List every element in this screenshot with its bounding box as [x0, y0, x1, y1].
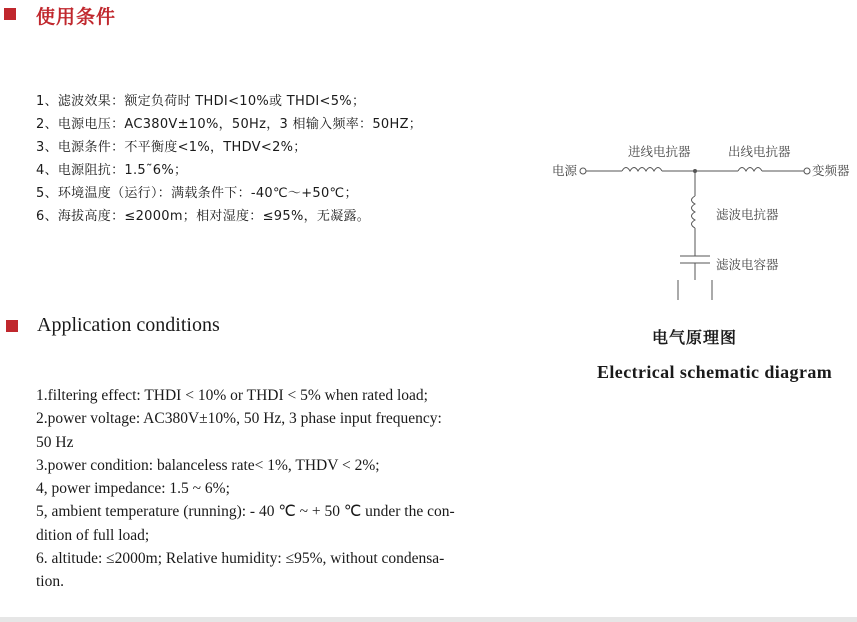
label-filter-capacitor: 滤波电容器 — [716, 257, 779, 272]
electrical-schematic — [550, 130, 855, 310]
list-item: 1、滤波效果：额定负荷时 THDI<10%或 THDI<5%； — [36, 94, 366, 109]
filter-reactor-coil-icon — [692, 196, 696, 228]
schematic-caption-cn: 电气原理图 — [652, 328, 738, 347]
label-output-reactor: 出线电抗器 — [728, 144, 791, 159]
junction-dot-icon — [693, 169, 697, 173]
list-line: 50 Hz — [36, 433, 74, 451]
list-line: 1.filtering effect: THDI < 10% or THDI < 5% when rated load; — [36, 387, 428, 404]
section-marker-icon — [4, 8, 16, 20]
list-line: 3.power condition: balanceless rate< 1%, THDV < 2%; — [36, 456, 380, 474]
label-input-reactor: 进线电抗器 — [628, 144, 691, 159]
inverter-terminal-icon — [804, 168, 810, 174]
list-line: dition of full load; — [36, 526, 150, 544]
source-terminal-icon — [580, 168, 586, 174]
label-filter-reactor: 滤波电抗器 — [716, 207, 779, 222]
label-power-source: 电源 — [552, 163, 578, 178]
list-line: 4, power impedance: 1.5 ~ 6%; — [36, 480, 230, 498]
conditions-list-en — [36, 384, 491, 594]
section-title-cn: 使用条件 — [36, 6, 117, 28]
list-line: 6. altitude: ≤2000m; Relative humidity: ≤95%, without condensa- — [36, 550, 445, 568]
section-title-en: Application conditions — [37, 314, 220, 336]
conditions-list-cn — [36, 90, 496, 228]
output-reactor-coil-icon — [738, 168, 762, 172]
list-line: 2.power voltage: AC380V±10%, 50 Hz, 3 phase input frequency: — [36, 410, 442, 428]
schematic-caption-en: Electrical schematic diagram — [597, 362, 833, 382]
list-item: 2、电源电压：AC380V±10%，50Hz，3 相输入频率：50HZ； — [36, 117, 423, 132]
label-inverter: 变频器 — [812, 163, 850, 178]
bottom-divider — [0, 617, 857, 622]
list-line: 5, ambient temperature (running): - 40 ℃ ~ + 50 ℃ under the con- — [36, 503, 455, 521]
list-item: 5、环境温度（运行）：满载条件下：-40℃～+50℃； — [36, 186, 358, 201]
section-marker-icon — [6, 320, 18, 332]
input-reactor-coil-icon — [622, 168, 662, 172]
list-item: 4、电源阻抗：1.5˜6%； — [36, 163, 188, 178]
list-item: 3、电源条件：不平衡度<1%，THDV<2%； — [36, 140, 307, 155]
list-line: tion. — [36, 573, 64, 591]
list-item: 6、海拔高度：≤2000m；相对湿度：≤95%，无凝露。 — [36, 209, 371, 224]
